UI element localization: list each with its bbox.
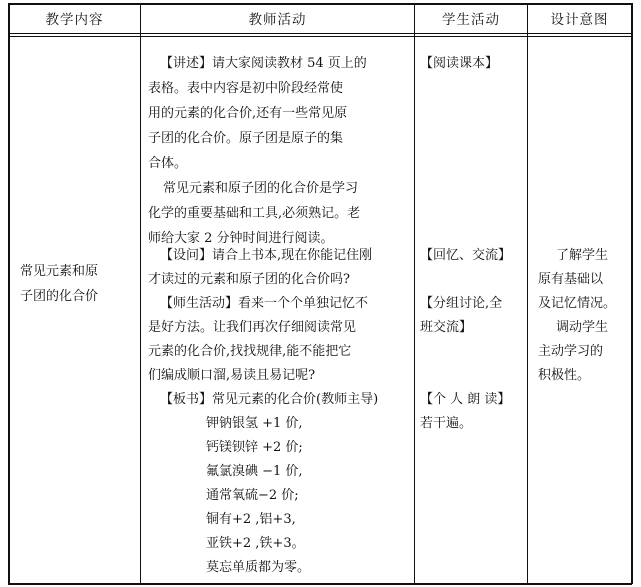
column-divider-1 [140, 3, 141, 584]
column-divider-3 [527, 3, 528, 584]
student-line-6: 若干遍。 [420, 416, 473, 431]
teacher-line-9: 【设问】请合上书本,现在你能记住刚 [160, 248, 373, 263]
design-line-6: 积极性。 [538, 368, 591, 383]
teacher-line-5: 合体。 [148, 156, 188, 171]
board-line-1: 钾钠银氢 +1 价, [206, 416, 303, 431]
board-line-4: 通常氧硫−2 价; [206, 488, 299, 503]
teacher-line-2: 表格。表中内容是初中阶段经常使 [148, 81, 344, 96]
teacher-line-13: 元素的化合价,找找规律,能不能把它 [148, 344, 352, 359]
table-border-bottom [8, 583, 632, 585]
teacher-line-12: 是好方法。让我们再次仔细阅读常见 [148, 320, 357, 335]
design-line-4: 调动学生 [556, 320, 609, 335]
board-line-6: 亚铁+2 ,铁+3。 [206, 536, 305, 551]
board-line-3: 氟氯溴碘 −1 价, [206, 464, 303, 479]
student-line-1: 【阅读课本】 [420, 56, 499, 71]
board-line-7: 莫忘单质都为零。 [206, 560, 311, 575]
column-divider-2 [414, 3, 415, 584]
design-line-3: 及记忆情况。 [538, 296, 617, 311]
header-design-intent: 设计意图 [550, 12, 609, 28]
header-teaching-content: 教学内容 [45, 12, 104, 28]
header-student-activity: 学生活动 [442, 12, 500, 28]
design-line-2: 原有基础以 [538, 272, 604, 287]
table-border-right [631, 3, 633, 584]
table-header-divider-2 [8, 36, 632, 37]
teacher-line-10: 才读过的元素和原子团的化合价吗? [148, 272, 350, 287]
teacher-line-1: 【讲述】请大家阅读教材 54 页上的 [160, 56, 367, 71]
teacher-line-3: 用的元素的化合价,还有一些常见原 [148, 106, 348, 121]
student-line-4: 班交流】 [420, 320, 473, 335]
student-line-5: 【个 人 朗 读】 [420, 392, 511, 407]
table-header-divider [8, 33, 632, 34]
teacher-line-8: 师给大家 2 分钟时间进行阅读。 [148, 231, 334, 246]
board-line-2: 钙镁钡锌 +2 价; [206, 440, 303, 455]
teacher-line-4: 子团的化合价。原子团是原子的集 [148, 131, 344, 146]
content-line-2: 子团的化合价 [20, 289, 99, 304]
teacher-line-15: 【板书】常见元素的化合价(教师主导) [160, 392, 379, 407]
design-line-5: 主动学习的 [538, 344, 604, 359]
header-teacher-activity: 教师活动 [248, 12, 307, 28]
design-line-1: 了解学生 [556, 248, 609, 263]
student-line-2: 【回忆、交流】 [420, 248, 512, 263]
board-line-5: 铜有+2 ,铝+3, [206, 512, 296, 527]
teacher-line-7: 化学的重要基础和工具,必须熟记。老 [148, 206, 361, 221]
teacher-line-11: 【师生活动】看来一个个单独记忆不 [160, 296, 369, 311]
student-line-3: 【分组讨论,全 [420, 296, 503, 311]
teacher-line-14: 们编成顺口溜,易读且易记呢? [148, 368, 316, 383]
table-border-left [8, 3, 10, 584]
content-line-1: 常见元素和原 [20, 264, 99, 279]
teacher-line-6: 常见元素和原子团的化合价是学习 [163, 181, 359, 196]
